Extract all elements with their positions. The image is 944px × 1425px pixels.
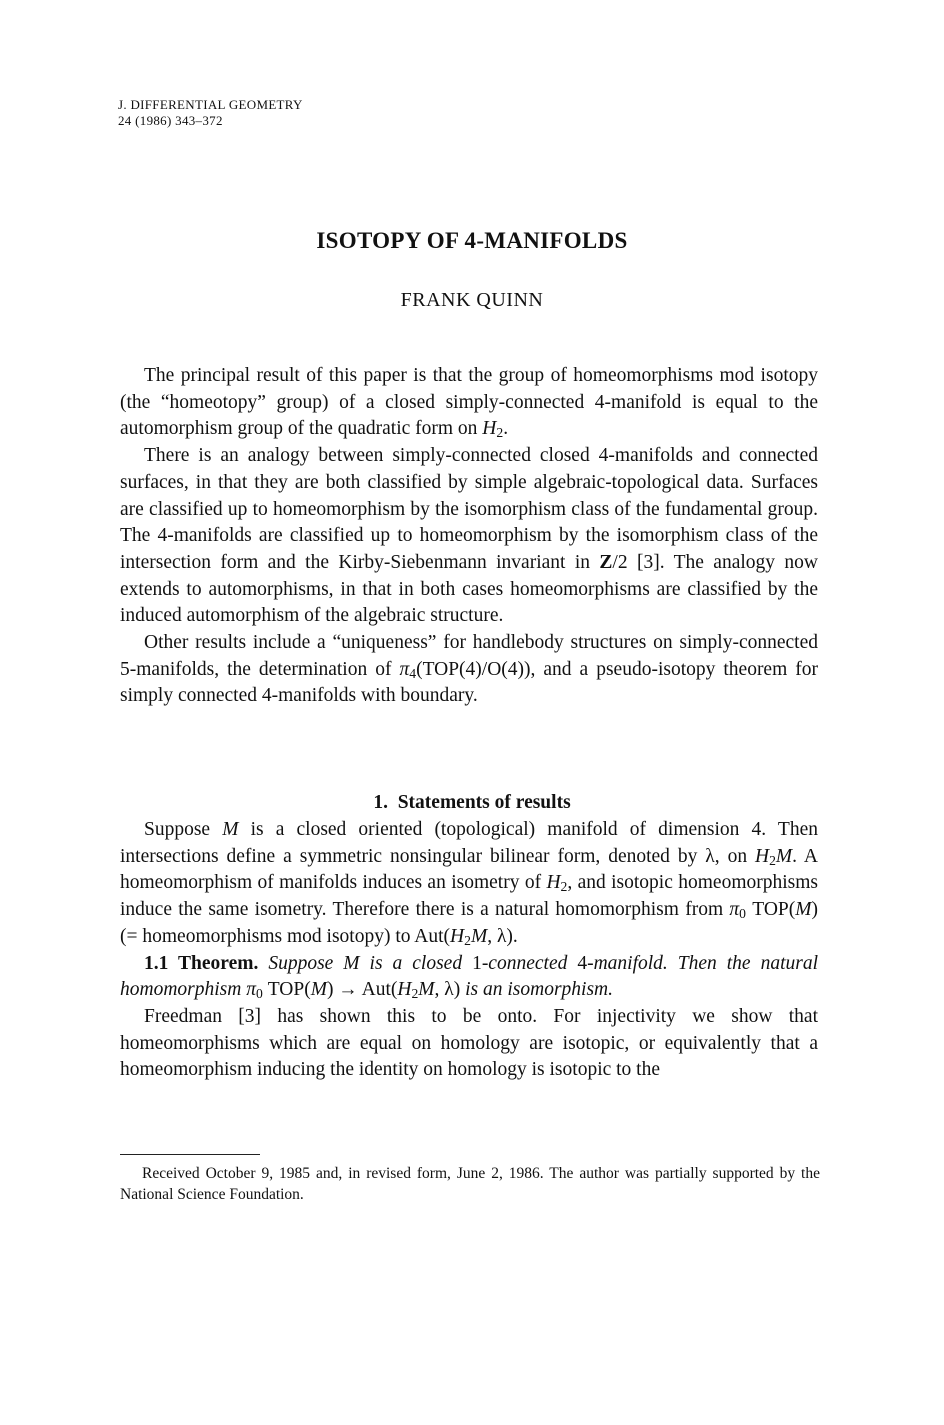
footnote-rule [120, 1154, 260, 1155]
intro-paragraph-2: There is an analogy between simply-connected closed 4-manifolds and connected surfaces, in that they are both classified by simple algebraic-topological data. Surfaces are classified up to homeomorphism by the isomorphism class of the fundamental group. The 4-manifolds are classified up to homeomorphism by the isomorphism class of the intersection form and the Kirby-Siebenmann invariant in Z/2 [3]. The analogy now extends to automorphisms, in that in both cases homeomorphisms are classified by the induced automorphism of the algebraic structure. [120, 445, 818, 627]
journal-volume: 24 (1986) 343–372 [118, 113, 223, 128]
journal-name: J. DIFFERENTIAL GEOMETRY [118, 97, 303, 112]
theorem-label: 1.1 Theorem. [144, 952, 259, 974]
journal-header [118, 97, 303, 129]
section-paragraph-1: Suppose M is a closed oriented (topological) manifold of dimension 4. Then intersections define a symmetric nonsingular bilinear form, denoted by λ, on $H_2M$. A homeomorphism of manifolds induces an isometry of $H_2$, and isotopic homeomorphisms induce the same isometry. Therefore there is a natural homomorphism from $\pi_0$ TOP(M) (= homeomorphisms mod isotopy) to $Aut(H_2M$, λ). [120, 819, 819, 948]
paper-author: FRANK QUINN [400, 289, 544, 311]
footnote: Received October 9, 1985 and, in revised form, June 2, 1986. The author was partially supported by the National Science Foundation. [120, 1165, 820, 1203]
intro-paragraph-1: The principal result of this paper is that the group of homeomorphisms mod isotopy (the “homeotopy” group) of a closed simply-connected 4-manifold is equal to the automorphism group of the quadratic form on $H_2$. [120, 365, 818, 441]
introduction [120, 363, 818, 710]
section-body [120, 817, 818, 1084]
section-paragraph-2: Freedman [3] has shown this to be onto. For injectivity we show that homeomorphisms which are equal on homology are isotopic, or equivalently that a homeomorphism inducing the identity on homology is isotopic to the [120, 1005, 818, 1081]
section-heading: 1. Statements of results [373, 792, 571, 813]
intro-paragraph-3: Other results include a “uniqueness” for handlebody structures on simply-connected 5-manifolds, the determination of $\pi_4(TOP(4)/O(4))$, and a pseudo-isotopy theorem for simply connected 4-manifolds with boundary. [120, 632, 818, 707]
theorem-1-1: 1.1 Theorem. Suppose M is a closed 1-connected 4-manifold. Then the natural homomorphism $\pi_0$ $TOP(M) \to Aut(H_2M$, λ) is an isomorphism. [120, 952, 818, 1002]
paper-title: ISOTOPY OF 4-MANIFOLDS [316, 228, 628, 253]
